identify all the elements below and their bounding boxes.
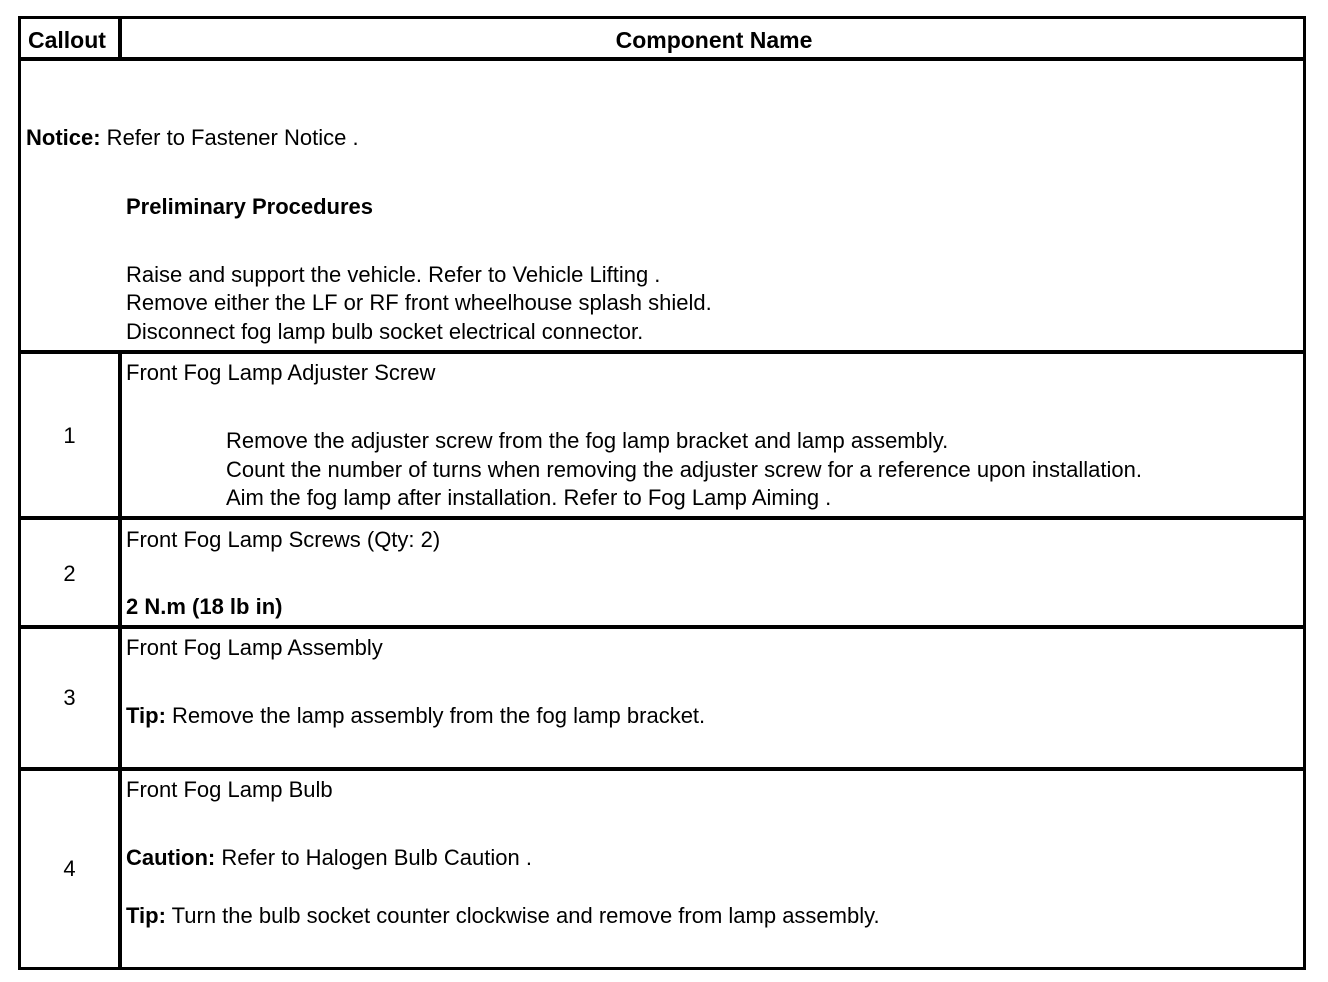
preliminary-heading: Preliminary Procedures [126,194,374,219]
preliminary-step: Remove either the LF or RF front wheelhouse splash shield. [126,290,712,315]
notice-line [26,126,359,150]
tip-label: Tip: [126,903,166,928]
torque-spec: 2 N.m (18 lb in) [126,594,283,619]
row-divider-4 [21,767,1303,771]
tip-text: Remove the lamp assembly from the fog lamp bracket. [165,703,706,728]
callout-number: 2 [63,561,76,586]
caution-label: Caution: [126,845,216,870]
callout-number: 3 [63,685,76,710]
caution-line [126,846,532,870]
body-column-divider [118,350,122,970]
component-name: Front Fog Lamp Bulb [126,777,333,802]
component-step: Remove the adjuster screw from the fog lamp bracket and lamp assembly. [226,428,949,453]
column-header-callout: Callout [28,27,106,53]
row-divider-3 [21,625,1303,629]
caution-text: Refer to Halogen Bulb Caution . [215,845,532,870]
preliminary-step: Disconnect fog lamp bulb socket electrical connector. [126,319,644,344]
notice-text: Refer to Fastener Notice . [100,125,359,150]
component-step: Aim the fog lamp after installation. Refer to Fog Lamp Aiming . [226,485,832,510]
callout-number: 1 [63,423,76,448]
component-name: Front Fog Lamp Assembly [126,635,383,660]
column-header-component-name: Component Name [615,27,813,53]
preliminary-step: Raise and support the vehicle. Refer to Vehicle Lifting . [126,262,661,287]
component-name: Front Fog Lamp Adjuster Screw [126,360,436,385]
tip-text: Turn the bulb socket counter clockwise and remove from lamp assembly. [165,903,880,928]
component-step: Count the number of turns when removing the adjuster screw for a reference upon installation. [226,457,1142,482]
callout-number: 4 [63,856,76,881]
row-divider-1 [21,350,1303,354]
tip-line [126,904,880,928]
tip-label: Tip: [126,703,166,728]
notice-label: Notice: [26,125,101,150]
header-divider [21,57,1303,61]
procedure-table [18,16,1306,970]
row-divider-2 [21,516,1303,520]
tip-line [126,704,705,728]
component-name: Front Fog Lamp Screws (Qty: 2) [126,527,441,552]
